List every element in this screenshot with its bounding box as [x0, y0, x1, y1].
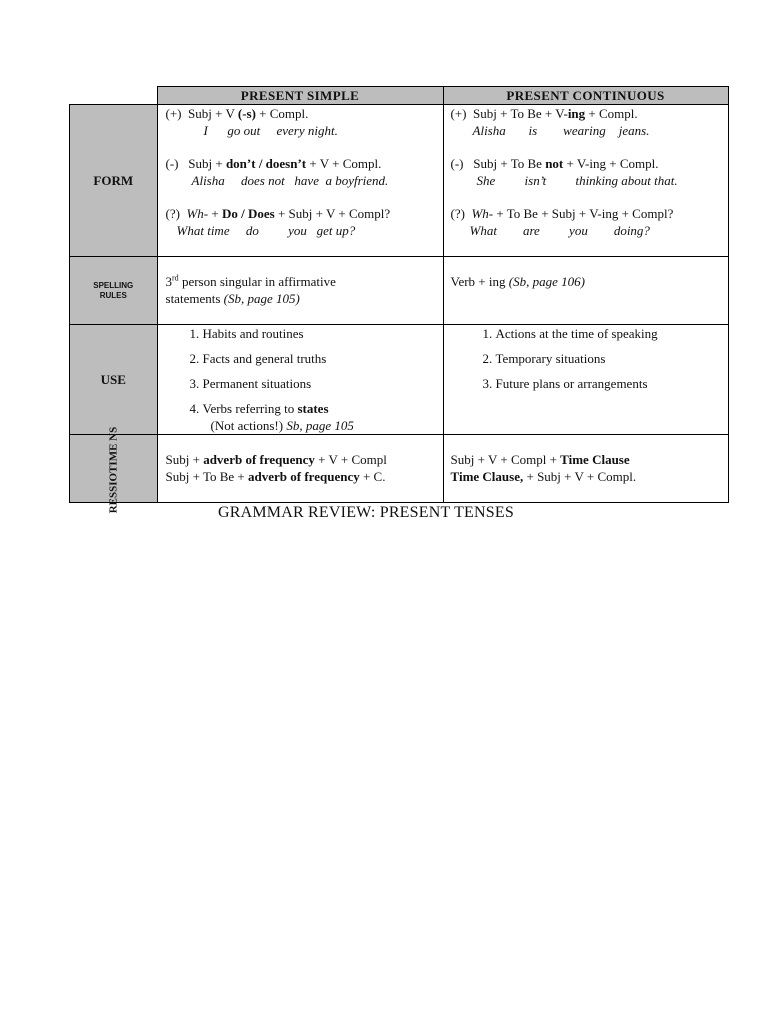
row-label-form: FORM [70, 105, 158, 257]
use-continuous-item: 3. Future plans or arrangements [496, 375, 728, 392]
continuous-negative-example: She isn’t thinking about that. [476, 173, 678, 188]
use-simple-cell [157, 325, 443, 435]
time-continuous-line1: Subj + V + Compl + Time Clause [450, 452, 630, 467]
continuous-question-rule: (?) Wh- + To Be + Subj + V-ing + Compl? [450, 206, 674, 221]
continuous-affirmative-rule: (+) Subj + To Be + V-ing + Compl. [450, 106, 638, 121]
simple-affirmative-example: I go out every night. [203, 123, 338, 138]
time-continuous-cell [443, 435, 728, 503]
use-continuous-item: 1. Actions at the time of speaking [496, 325, 728, 342]
use-simple-item4-continuation: (Not actions!) Sb, page 105 [210, 418, 354, 433]
use-continuous-cell [443, 325, 728, 435]
form-continuous-cell [443, 105, 728, 257]
simple-negative-rule: (-) Subj + don’t / doesn’t + V + Compl. [165, 156, 382, 171]
time-simple-line1: Subj + adverb of frequency + V + Compl [165, 452, 387, 467]
page-caption: GRAMMAR REVIEW: PRESENT TENSES [218, 504, 514, 521]
use-simple-item: 2. Facts and general truths [203, 350, 443, 367]
header-present-simple: PRESENT SIMPLE [157, 87, 443, 105]
use-simple-item: 4. Verbs referring to states [203, 400, 443, 417]
table-corner [70, 87, 158, 105]
continuous-negative-rule: (-) Subj + To Be not + V-ing + Compl. [450, 156, 659, 171]
spelling-simple-cell [157, 257, 443, 325]
spelling-continuous-cell [443, 257, 728, 325]
spelling-continuous-line: Verb + ing (Sb, page 106) [450, 274, 585, 289]
spelling-simple-line1: 3rd person singular in affirmative [165, 273, 336, 289]
continuous-question-example: What are you doing? [469, 223, 650, 238]
row-label-use: USE [70, 325, 158, 435]
time-simple-line2: Subj + To Be + adverb of frequency + C. [165, 469, 386, 484]
use-simple-item: 1. Habits and routines [203, 325, 443, 342]
simple-question-example: What time do you get up? [176, 223, 356, 238]
row-label-spelling-rules: SPELLING RULES [70, 257, 158, 325]
simple-negative-example: Alisha does not have a boyfriend. [191, 173, 389, 188]
continuous-affirmative-example: Alisha is wearing jeans. [472, 123, 650, 138]
header-present-continuous: PRESENT CONTINUOUS [443, 87, 728, 105]
time-continuous-line2: Time Clause, + Subj + V + Compl. [450, 469, 637, 484]
spelling-simple-line2: statements (Sb, page 105) [165, 291, 300, 306]
time-simple-cell [157, 435, 443, 503]
simple-question-rule: (?) Wh- + Do / Does + Subj + V + Compl? [165, 206, 391, 221]
use-simple-item: 3. Permanent situations [203, 375, 443, 392]
form-simple-cell [157, 105, 443, 257]
use-continuous-item: 2. Temporary situations [496, 350, 728, 367]
simple-affirmative-rule: (+) Subj + V (-s) + Compl. [165, 106, 309, 121]
row-label-time-expressions: RESSIOTIME NS [70, 435, 158, 503]
